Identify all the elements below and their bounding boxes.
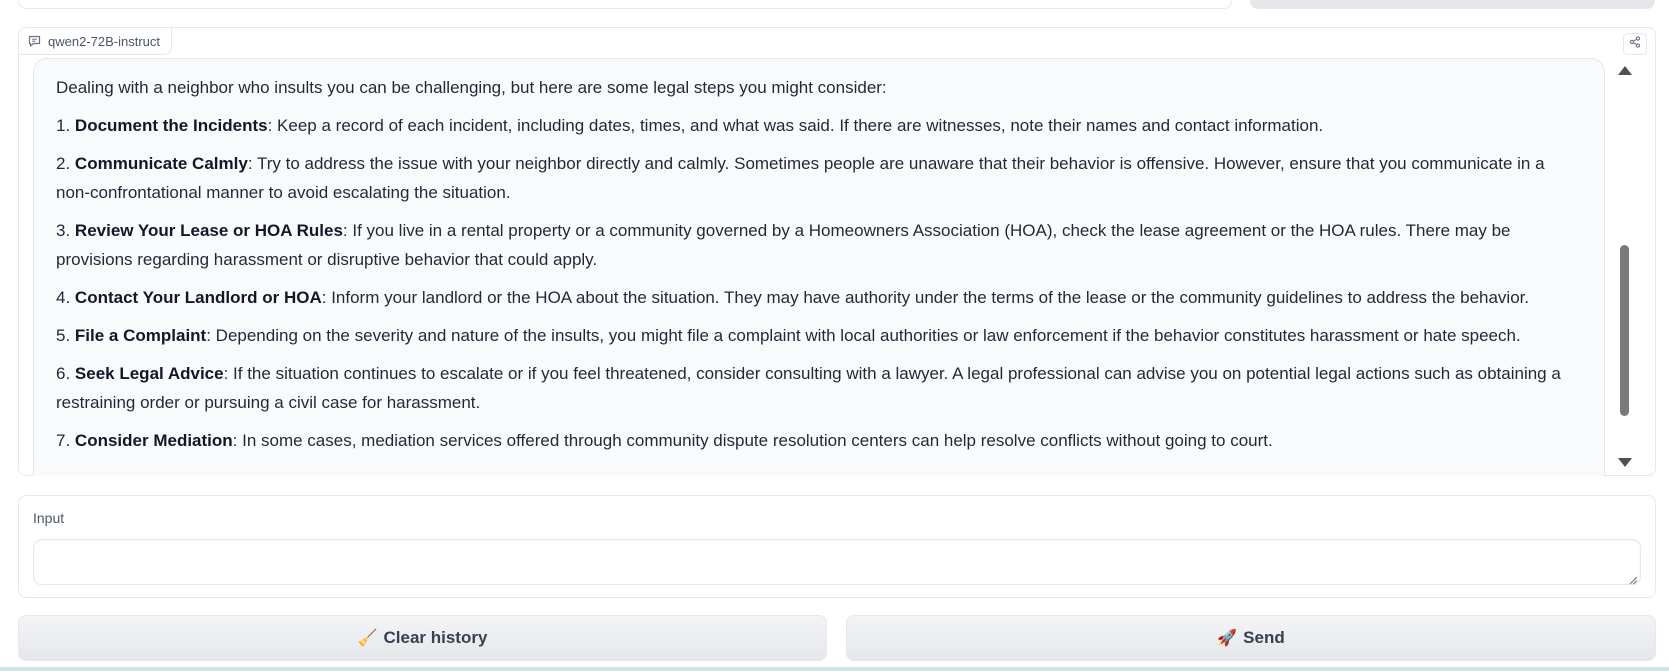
step-number: 6. bbox=[56, 364, 71, 383]
scroll-down-arrow-icon[interactable] bbox=[1618, 458, 1632, 467]
scroll-up-arrow-icon[interactable] bbox=[1618, 66, 1632, 75]
message-scroll-area[interactable] bbox=[33, 58, 1621, 476]
step-title: Seek Legal Advice bbox=[74, 364, 224, 383]
model-name: qwen2-72B-instruct bbox=[48, 33, 160, 49]
step-title: Communicate Calmly bbox=[74, 154, 248, 173]
step-number: 7. bbox=[56, 431, 71, 450]
input-label: Input bbox=[33, 510, 65, 526]
clear-history-label: Clear history bbox=[383, 628, 488, 647]
step-text: : In some cases, mediation services offered through community dispute resolution centers can help resolve conflicts without going to court. bbox=[232, 431, 1273, 450]
list-item bbox=[56, 359, 1582, 417]
list-item bbox=[56, 216, 1582, 274]
bottom-edge-bar bbox=[0, 667, 1669, 671]
list-item bbox=[56, 111, 1582, 140]
step-text: : If the situation continues to escalate or if you feel threatened, consider consulting with a lawyer. A legal professional can advise you on potential legal actions such as obtaining a restraining order or pursuing a civil case for harassment. bbox=[56, 364, 1561, 412]
message-input[interactable] bbox=[33, 539, 1641, 585]
broom-icon: 🧹 bbox=[357, 630, 378, 647]
chat-bubble-icon bbox=[28, 35, 41, 47]
list-item bbox=[56, 283, 1582, 312]
message-intro: Dealing with a neighbor who insults you can be challenging, but here are some legal steps you might consider: bbox=[56, 78, 887, 97]
model-label bbox=[19, 28, 172, 55]
step-text: : Inform your landlord or the HOA about the situation. They may have authority under the terms of the lease or the community guidelines to address the behavior. bbox=[321, 288, 1530, 307]
step-title: File a Complaint bbox=[74, 326, 207, 345]
previous-panel-edge bbox=[18, 0, 1232, 9]
step-text: : Try to address the issue with your neighbor directly and calmly. Sometimes people are unaware that their behavior is offensive. However, ensure that you communicate in a non-confrontational manner to avoid escalating the situation. bbox=[56, 154, 1545, 202]
step-title: Document the Incidents bbox=[74, 116, 268, 135]
step-number: 1. bbox=[56, 116, 71, 135]
step-number: 5. bbox=[56, 326, 71, 345]
step-number: 2. bbox=[56, 154, 71, 173]
previous-button-edge[interactable] bbox=[1250, 0, 1655, 9]
list-item bbox=[56, 321, 1582, 350]
list-item bbox=[56, 426, 1582, 455]
scroll-thumb[interactable] bbox=[1620, 245, 1629, 416]
input-panel bbox=[18, 495, 1656, 598]
rocket-icon: 🚀 bbox=[1217, 630, 1238, 647]
list-item bbox=[56, 149, 1582, 207]
step-text: : Depending on the severity and nature of the insults, you might file a complaint with local authorities or law enforcement if the behavior constitutes harassment or hate speech. bbox=[206, 326, 1521, 345]
chatbot-panel bbox=[18, 27, 1656, 476]
resize-grip-icon[interactable] bbox=[1628, 572, 1638, 582]
step-title: Contact Your Landlord or HOA bbox=[74, 288, 322, 307]
clear-history-button[interactable] bbox=[18, 615, 827, 661]
step-number: 3. bbox=[56, 221, 71, 240]
step-number: 4. bbox=[56, 288, 71, 307]
step-text: : Keep a record of each incident, including dates, times, and what was said. If there are witnesses, note their names and contact information. bbox=[267, 116, 1324, 135]
step-title: Review Your Lease or HOA Rules bbox=[74, 221, 343, 240]
step-text: : If you live in a rental property or a community governed by a Homeowners Association (HOA), check the lease agreement or the HOA rules. There may be provisions regarding harassment or disruptive behavior that could apply. bbox=[56, 221, 1511, 269]
send-label: Send bbox=[1243, 628, 1285, 647]
step-title: Consider Mediation bbox=[74, 431, 233, 450]
vertical-scrollbar[interactable] bbox=[1612, 30, 1634, 448]
send-button[interactable] bbox=[846, 615, 1656, 661]
bot-message bbox=[33, 58, 1605, 476]
